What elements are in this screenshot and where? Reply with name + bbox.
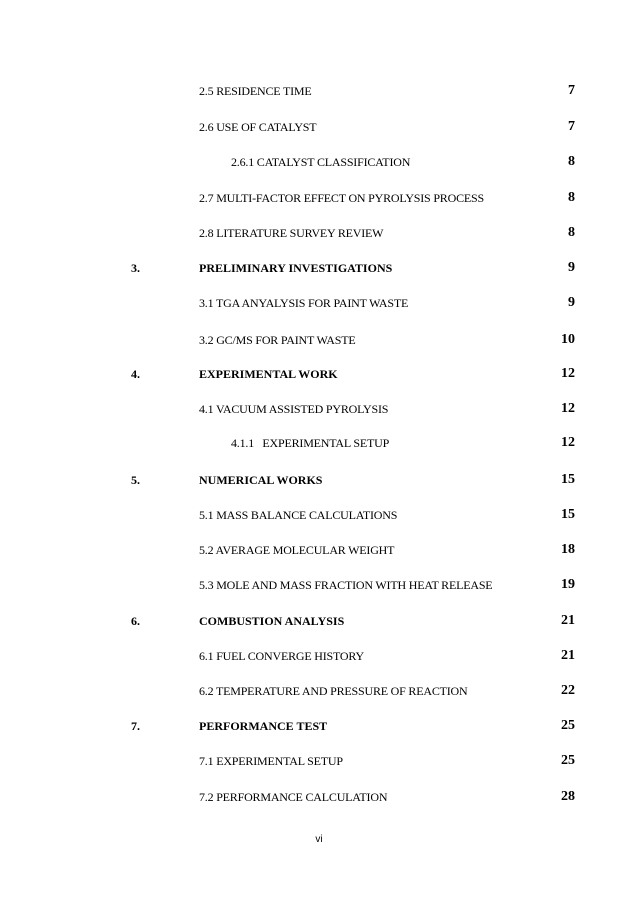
toc-row (0, 293, 638, 313)
toc-entry-page: 15 (561, 472, 575, 487)
toc-entry-page: 15 (561, 507, 575, 522)
toc-entry-label: 6.2 TEMPERATURE AND PRESSURE OF REACTION (199, 684, 468, 698)
chapter-number: 4. (131, 367, 140, 381)
toc-entry-label: 3.1 TGA ANYALYSIS FOR PAINT WASTE (199, 296, 409, 310)
chapter-title: EXPERIMENTAL WORK (199, 367, 338, 381)
toc-entry-page: 12 (561, 401, 575, 416)
toc-row (0, 188, 638, 208)
chapter-number: 7. (131, 719, 140, 733)
toc-entry-page: 21 (561, 613, 575, 628)
toc-chapter-row (0, 258, 638, 278)
toc-entry-label: 5.1 MASS BALANCE CALCULATIONS (199, 508, 398, 522)
toc-entry-label: 6.1 FUEL CONVERGE HISTORY (199, 649, 365, 663)
toc-row (0, 399, 638, 419)
toc-entry-label: 2.8 LITERATURE SURVEY REVIEW (199, 226, 384, 240)
toc-entry-label: 7.2 PERFORMANCE CALCULATION (199, 790, 388, 804)
chapter-title: PRELIMINARY INVESTIGATIONS (199, 261, 393, 275)
toc-row (0, 575, 638, 595)
toc-entry-label: 2.6 USE OF CATALYST (199, 120, 317, 134)
toc-row (0, 330, 638, 350)
toc-entry-label: 2.6.1 CATALYST CLASSIFICATION (231, 155, 411, 169)
toc-entry-label: 5.3 MOLE AND MASS FRACTION WITH HEAT RELEASE (199, 578, 493, 592)
toc-row (0, 751, 638, 771)
toc-entry-label: 2.5 RESIDENCE TIME (199, 84, 312, 98)
toc-row (0, 540, 638, 560)
toc-entry-page: 22 (561, 683, 575, 698)
toc-entry-page: 19 (561, 577, 575, 592)
toc-entry-page: 28 (561, 789, 575, 804)
toc-row (0, 81, 638, 101)
toc-entry-label: 3.2 GC/MS FOR PAINT WASTE (199, 333, 356, 347)
toc-row (0, 223, 638, 243)
toc-entry-label: 7.1 EXPERIMENTAL SETUP (199, 754, 343, 768)
chapter-number: 3. (131, 261, 140, 275)
toc-row (0, 117, 638, 137)
toc-row (0, 152, 638, 172)
toc-chapter-row (0, 470, 638, 490)
toc-entry-label: 4.1.1 EXPERIMENTAL SETUP (231, 436, 390, 450)
chapter-number: 6. (131, 614, 140, 628)
toc-entry-page: 7 (568, 119, 575, 134)
toc-entry-page: 25 (561, 753, 575, 768)
chapter-title: NUMERICAL WORKS (199, 473, 323, 487)
toc-chapter-row (0, 364, 638, 384)
chapter-title: COMBUSTION ANALYSIS (199, 614, 345, 628)
toc-entry-page: 8 (568, 225, 575, 240)
toc-entry-page: 9 (568, 295, 575, 310)
toc-entry-page: 12 (561, 435, 575, 450)
toc-entry-page: 9 (568, 260, 575, 275)
toc-entry-label: 4.1 VACUUM ASSISTED PYROLYSIS (199, 402, 389, 416)
toc-entry-page: 8 (568, 190, 575, 205)
chapter-number: 5. (131, 473, 140, 487)
toc-row (0, 433, 638, 453)
toc-entry-page: 21 (561, 648, 575, 663)
page-number-footer: vi (315, 834, 323, 845)
toc-row (0, 646, 638, 666)
toc-entry-page: 12 (561, 366, 575, 381)
chapter-title: PERFORMANCE TEST (199, 719, 328, 733)
toc-row (0, 787, 638, 807)
toc-entry-page: 8 (568, 154, 575, 169)
toc-entry-label: 2.7 MULTI-FACTOR EFFECT ON PYROLYSIS PROCESS (199, 191, 484, 205)
toc-entry-label: 5.2 AVERAGE MOLECULAR WEIGHT (199, 543, 395, 557)
toc-entry-page: 25 (561, 718, 575, 733)
toc-entry-page: 10 (561, 332, 575, 347)
toc-row (0, 681, 638, 701)
toc-entry-page: 7 (568, 83, 575, 98)
toc-row (0, 505, 638, 525)
toc-chapter-row (0, 716, 638, 736)
toc-chapter-row (0, 611, 638, 631)
toc-entry-page: 18 (561, 542, 575, 557)
